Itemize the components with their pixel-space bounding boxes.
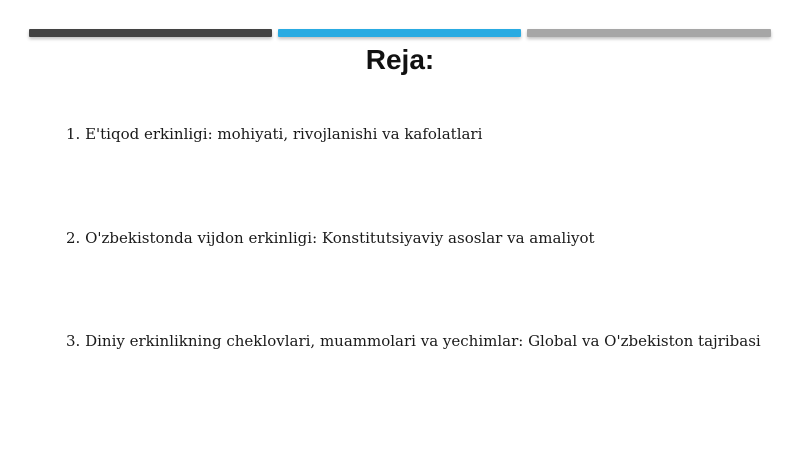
header-bar-dark xyxy=(29,29,272,37)
plan-item-2: 2. O'zbekistonda vijdon erkinligi: Konstitutsiyaviy asoslar va amaliyot xyxy=(66,229,595,247)
slide-title: Reja: xyxy=(365,44,435,75)
plan-item-3: 3. Diniy erkinlikning cheklovlari, muammolari va yechimlar: Global va O'zbekiston tajribasi xyxy=(66,332,761,350)
plan-item-1: 1. E'tiqod erkinligi: mohiyati, rivojlanishi va kafolatlari xyxy=(66,125,483,143)
header-bar-gray xyxy=(527,29,771,37)
header-bar-blue xyxy=(278,29,521,37)
